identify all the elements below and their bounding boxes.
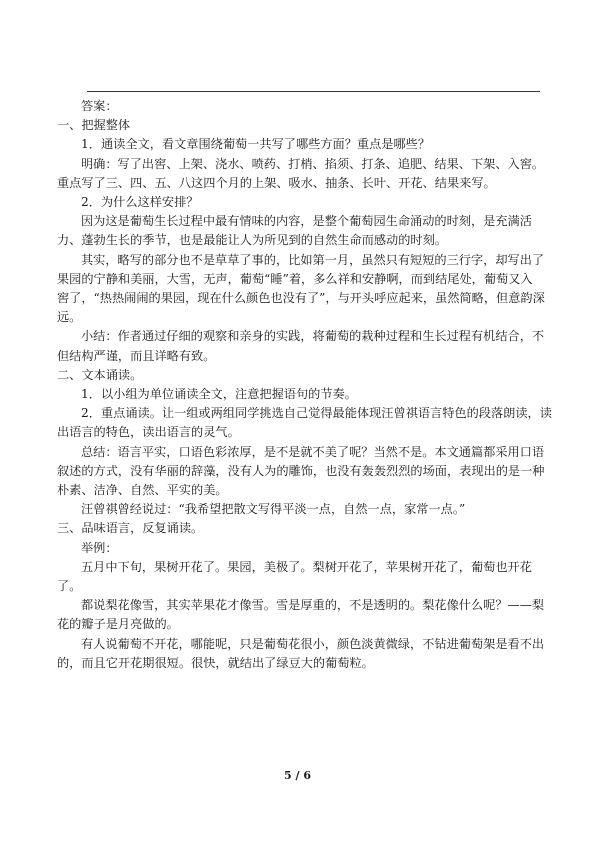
text-line: 力、蓬勃生长的季节，也是最能让人为所见到的自然生命而感动的时刻。 [57,233,447,248]
text-line: 但结构严谨，而且详略有致。 [57,348,216,363]
page-number: 5 / 6 [284,769,311,782]
text-line: 汪曾祺曾经说过：“我希望把散文写得平淡一点，自然一点，家常一点。” [81,502,466,517]
text-line: 出语言的特色，读出语言的灵气。 [57,425,240,440]
text-line: 有人说葡萄不开花，哪能呢，只是葡萄花很小，颜色淡黄微绿，不钻进葡萄架是看不出 [81,636,545,651]
text-line: 都说梨花像雪，其实苹果花才像雪。雪是厚重的，不是透明的。梨花像什么呢？——梨 [81,598,545,613]
text-line: 三、品味语言，反复诵读。 [57,521,204,536]
text-line: 举例： [81,540,118,555]
text-line: 2．为什么这样安排？ [81,195,199,210]
text-line: 二、文本诵读。 [57,367,143,382]
text-line: 1．通读全文，看文章围绕葡萄一共写了哪些方面？重点是哪些？ [81,137,431,152]
text-line: 叙述的方式，没有华丽的辞藻，没有人为的雕饰，也没有轰轰烈烈的场面，表现出的是一种 [57,463,545,478]
header-rule [87,91,540,92]
text-line: 一、把握整体 [57,118,131,133]
text-line: 2．重点诵读。让一组或两组同学挑选自己觉得最能体现汪曾祺语言特色的段落朗读，读 [81,406,552,421]
text-line: 明确：写了出窖、上架、浇水、喷药、打梢、掐须、打条、追肥、结果、下架、入窖。 [81,156,545,171]
text-line: 重点写了三、四、五、八这四个月的上架、吸水、抽条、长叶、开花、结果来写。 [57,175,496,190]
text-line: 花的瓣子是月亮做的。 [57,617,179,632]
text-line: 窖了，“热热闹闹的果园，现在什么颜色也没有了”，与开头呼应起来，虽然简略，但意韵深 [57,291,545,306]
document-body [57,97,552,673]
text-line: 因为这是葡萄生长过程中最有情味的内容，是整个葡萄园生命涌动的时刻，是充满活 [81,214,532,229]
text-line: 的，而且它开花期很短。很快，就结出了绿豆大的葡萄粒。 [57,655,374,670]
text-line: 答案： [81,99,118,113]
text-line: 果园的宁静和美丽，大雪，无声，葡萄“睡”着，多么祥和安静啊，而到结尾处，葡萄又入 [57,271,533,286]
text-line: 其实，略写的部分也不是草草了事的，比如第一月，虽然只有短短的三行字，却写出了 [81,252,545,267]
text-line: 远。 [57,310,82,325]
text-line: 1．以小组为单位诵读全文，注意把握语句的节奏。 [81,387,357,402]
text-line: 五月中下旬，果树开花了。果园，美极了。梨树开花了，苹果树开花了，葡萄也开花 [81,559,532,574]
text-line: 朴素、洁净、自然、平实的美。 [57,483,228,498]
text-line: 小结：作者通过仔细的观察和亲身的实践，将葡萄的栽种过程和生长过程有机结合，不 [81,329,545,344]
text-line: 总结：语言平实，口语色彩浓厚，是不是就不美了呢？当然不是。本文通篇都采用口语 [81,444,545,459]
text-line: 了。 [57,579,82,594]
